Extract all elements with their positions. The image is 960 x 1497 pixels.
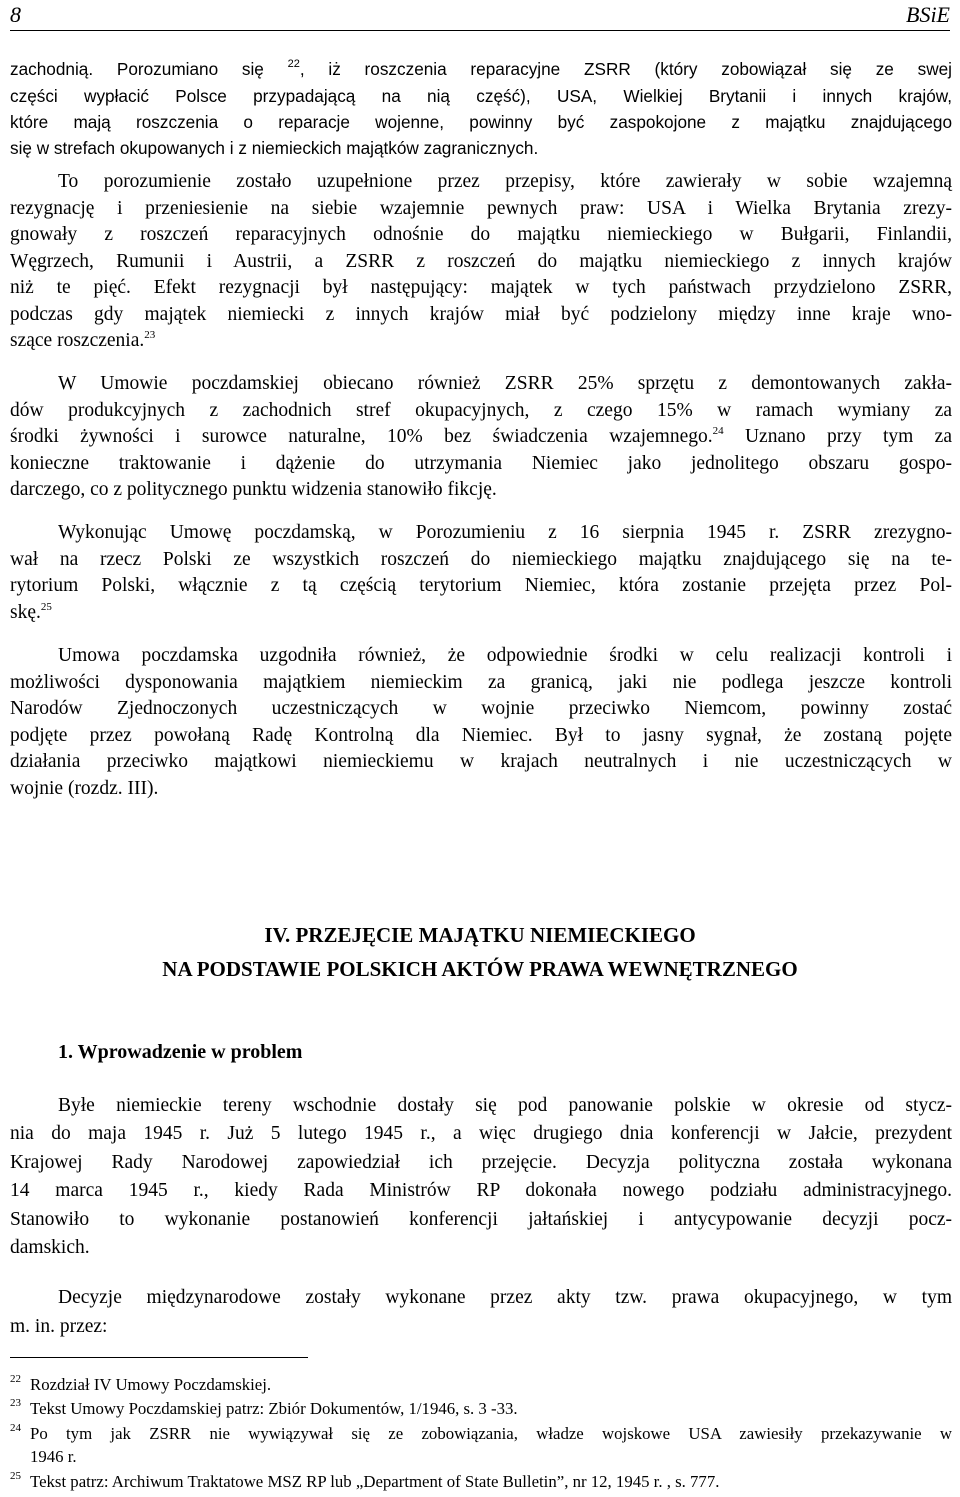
paragraph-line <box>10 643 952 669</box>
paragraph-line: części wypłacić Polsce przypadającą na nią część), USA, Wielkiej Brytanii i innych krajów, <box>10 86 952 106</box>
paragraph-line: Krajowej Rady Narodowej zapowiedział ich przejęcie. Decyzja polityczna została wykonana <box>10 1152 952 1173</box>
paragraph-line: Stanowiło to wykonanie postanowień konferencji jałtańskiej i antycypowanie decyzji pocz- <box>10 1209 952 1230</box>
text-fragment: Umowa poczdamska uzgodniła również, że odpowiednie środki w celu realizacji kontroli i <box>58 645 952 666</box>
text-fragment: Efekt rezygnacji był następujący: majątek w tych państwach przydzielono ZSRR, <box>130 277 953 298</box>
paragraph-line: wał na rzecz Polski ze wszystkich roszczeń do niemieckiego majątku znajdującego się na te- <box>10 549 952 570</box>
paragraph-line: nia do maja 1945 r. Już 5 lutego 1945 r., a więc drugiego dnia konferencji w Jałcie, prezydent <box>10 1123 952 1144</box>
paragraph-line <box>10 56 952 82</box>
paragraph-line <box>10 371 952 397</box>
chapter-title-line-1: IV. PRZEJĘCIE MAJĄTKU NIEMIECKIEGO <box>264 923 696 947</box>
text-fragment: Decyzje międzynarodowe zostały wykonane przez akty tzw. prawa okupacyjnego, w tym <box>58 1287 952 1308</box>
footnote-24-continuation: 1946 r. <box>30 1447 77 1466</box>
text-fragment: Byłe niemieckie tereny wschodnie dostały się pod panowanie polskie w okresie od stycz- <box>58 1095 952 1116</box>
paragraph-line <box>10 520 952 546</box>
footnote-text: Tekst Umowy Poczdamskiej patrz: Zbiór Dokumentów, 1/1946, s. 3 -33. <box>30 1399 518 1418</box>
footnote-ref-22[interactable]: 22 <box>287 58 300 70</box>
paragraph-line: 14 marca 1945 r., kiedy Rada Ministrów RP dokonała nowego podziału administracyjnego. <box>10 1180 952 1201</box>
text-fragment: W Umowie poczdamskiej obiecano również ZSRR 25% sprzętu z demontowanych zakła- <box>58 373 952 394</box>
footnote-25: 25 Tekst patrz: Archiwum Traktatowe MSZ RP lub „Department of State Bulletin”, nr 12, 1945 r. , s. 777. <box>10 1470 720 1491</box>
paragraph-line: damskich. <box>10 1237 90 1258</box>
text-fragment: szące roszczenia. <box>10 330 145 351</box>
footnote-text: Tekst patrz: Archiwum Traktatowe MSZ RP lub „Department of State Bulletin”, nr 12, 1945 r. , s. 777. <box>30 1472 720 1491</box>
text-fragment: Wykonując Umowę poczdamską, w Porozumieniu z 16 sierpnia 1945 r. ZSRR zrezygno- <box>58 522 952 543</box>
footnote-23: 23 Tekst Umowy Poczdamskiej patrz: Zbiór Dokumentów, 1/1946, s. 3 -33. <box>10 1397 518 1418</box>
paragraph-line: dów produkcyjnych z zachodnich stref okupacyjnych, z czego 15% w ramach wymiany za <box>10 400 952 421</box>
footnote-separator <box>10 1357 308 1358</box>
text-fragment: skę. <box>10 602 41 623</box>
footnote-ref-25[interactable]: 25 <box>40 601 52 613</box>
paragraph-line: podczas gdy majątek niemiecki z innych krajów miał być podzielony między inne kraje wno- <box>10 304 952 325</box>
paragraph-line: Węgrzech, Rumunii i Austrii, a ZSRR z roszczeń do majątku niemieckiego z innych krajów <box>10 251 952 272</box>
paragraph-line: wojnie (rozdz. III). <box>10 778 159 799</box>
footnote-24: 24 Po tym jak ZSRR nie wywiązywał się ze zobowiązania, władze wojskowe USA zawiesiły przekazywanie w <box>10 1422 952 1443</box>
footnote-22: 22 Rozdział IV Umowy Poczdamskiej. <box>10 1373 272 1394</box>
footnote-text: Po tym jak ZSRR nie wywiązywał się ze zobowiązania, władze wojskowe USA zawiesiły przekazywanie w <box>30 1424 952 1443</box>
paragraph-line <box>10 328 952 354</box>
paragraph-line <box>10 1285 952 1311</box>
paragraph-line: m. in. przez: <box>10 1316 108 1337</box>
paragraph-line <box>10 275 952 301</box>
paragraph-line <box>10 169 952 195</box>
paragraph-line: Narodów Zjednoczonych uczestniczących w wojnie przeciwko Niemcom, powinny zostać <box>10 698 952 719</box>
journal-title: BSiE <box>906 2 950 27</box>
paragraph-line: rytorium Polski, włącznie z tą częścią terytorium Niemiec, która zostanie przejęta przez Pol- <box>10 575 952 596</box>
paragraph-line: działania przeciwko majątkowi niemieckiemu w krajach neutralnych i nie uczestniczących w <box>10 751 952 772</box>
footnote-ref-24[interactable]: 24 <box>712 425 724 437</box>
paragraph-line: podjęte przez powołaną Radę Kontrolną dla Niemiec. Był to jasny sygnał, że zostaną pojęte <box>10 725 952 746</box>
paragraph-line: darczego, co z politycznego punktu widzenia stanowiło fikcję. <box>10 479 497 500</box>
section-title: 1. Wprowadzenie w problem <box>58 1041 303 1063</box>
paragraph-line: rezygnację i przeniesienie na siebie wzajemnie pewnych praw: USA i Wielka Brytania zrezy- <box>10 198 952 219</box>
paragraph-line: gnowały z roszczeń reparacyjnych odnośnie do majątku niemieckiego w Bułgarii, Finlandii, <box>10 224 952 245</box>
paragraph-line <box>10 600 952 626</box>
paragraph-line: się w strefach okupowanych i z niemieckich majątków zagranicznych. <box>10 138 539 158</box>
paragraph-line: konieczne traktowanie i dążenie do utrzymania Niemiec jako jednolitego obszaru gospo- <box>10 453 952 474</box>
text-fragment: środki żywności i surowce naturalne, 10% bez świadczenia wzajemnego. <box>10 426 713 447</box>
footnote-ref-23[interactable]: 23 <box>144 329 156 341</box>
text-fragment: zachodnią. Porozumiano się <box>10 59 288 79</box>
running-header <box>10 0 950 31</box>
paragraph-line <box>10 1093 952 1119</box>
paragraph-line: które mają roszczenia o reparacje wojenne, powinny być zaspokojone z majątku znajdującego <box>10 112 952 132</box>
text-fragment: To porozumienie zostało uzupełnione przez przepisy, które zawierały w sobie wzajemną <box>58 171 952 192</box>
page-number: 8 <box>10 2 21 27</box>
chapter-title-line-2: NA PODSTAWIE POLSKICH AKTÓW PRAWA WEWNĘTRZNEGO <box>162 957 798 981</box>
text-fragment: , iż roszczenia reparacyjne ZSRR (który zobowiązał się ze swej <box>299 59 952 79</box>
footnote-text: Rozdział IV Umowy Poczdamskiej. <box>30 1375 272 1394</box>
text-fragment: niż te pięć. <box>10 277 131 298</box>
text-fragment: Uznano przy tym za <box>723 426 952 447</box>
paragraph-line <box>10 424 952 450</box>
paragraph-line: możliwości dysponowania majątkiem niemieckim za granicą, jaki nie podlega jeszcze kontroli <box>10 672 952 693</box>
